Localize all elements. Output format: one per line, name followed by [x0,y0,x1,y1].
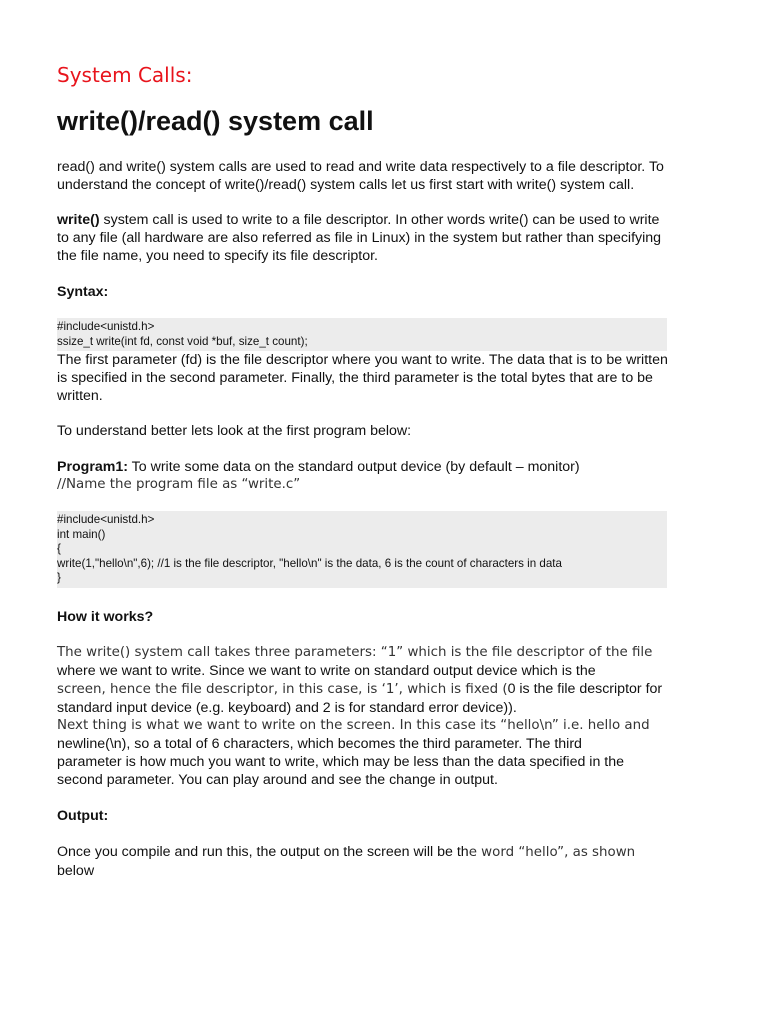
how-line: The write() system call takes three parameters: “1” which is the file descriptor of the file [57,644,653,660]
document-title: write()/read() system call [57,106,374,136]
how-line: second parameter. You can play around and see the change in output. [57,771,498,788]
output-label: Output: [57,807,109,824]
how-line: Next thing is what we want to write on the screen. In this case its “hello\n” i.e. hello and [57,717,650,733]
code-line: } [57,571,61,584]
parameters-paragraph: The first parameter (fd) is the file descriptor where you want to write. The data that is to be written is specified in the second parameter. Finally, the third parameter is the total bytes that are to be written. [57,352,668,404]
write-keyword: write() [57,212,100,228]
code-line: write(1,"hello\n",6); //1 is the file descriptor, "hello\n" is the data, 6 is the count of characters in data [57,556,562,570]
write-description-text: system call is used to write to a file descriptor. In other words write() can be used to write to any file (all hardware are also referred as file in Linux) in the system but rather than specifying the file name, you need to specify its file descriptor. [57,212,662,264]
program1-text: To write some data on the standard output device (by default – monitor) [127,459,580,475]
code-line: int main() [57,527,106,541]
output-text: Once you compile and run this, the output on the screen will be th [57,843,469,860]
program1-filename-note: //Name the program file as “write.c” [57,477,301,492]
program1-heading [57,458,669,476]
intro-paragraph: read() and write() system calls are used to read and write data respectively to a file descriptor. To understand the concept of write()/read() system calls let us first start with write() system call. [57,159,664,193]
how-line: newline(\n), so a total of 6 characters, which becomes the third parameter. The third [57,735,582,752]
program1-label: Program1: [57,459,128,475]
program-code-block [57,511,667,588]
document-page [57,60,669,880]
how-it-works-label: How it works? [57,608,154,625]
output-paragraph [57,843,669,880]
section-heading: System Calls: [57,63,193,87]
how-line [57,680,669,699]
syntax-label: Syntax: [57,284,109,300]
output-text: e word “hello”, as shown [468,844,636,860]
understand-paragraph: To understand better lets look at the first program below: [57,423,412,439]
syntax-code-block [57,318,667,351]
how-line: where we want to write. Since we want to write on standard output device which is the [57,662,596,679]
how-line: standard input device (e.g. keyboard) and 2 is for standard error device)). [57,699,517,716]
code-line: ssize_t write(int fd, const void *buf, size_t count); [57,334,308,348]
how-line-part: screen, hence the file descriptor, in this case, is ‘1’, which is fixed ( [57,681,508,697]
code-line: { [57,542,61,555]
how-line-part: 0 is the file descriptor for [507,680,663,697]
output-text: below [57,862,95,879]
code-line: #include<unistd.h> [57,513,155,526]
how-line: parameter is how much you want to write, which may be less than the data specified in the [57,753,625,770]
how-it-works-paragraph [57,644,669,789]
write-description-paragraph [57,211,669,265]
code-line: #include<unistd.h> [57,320,155,333]
